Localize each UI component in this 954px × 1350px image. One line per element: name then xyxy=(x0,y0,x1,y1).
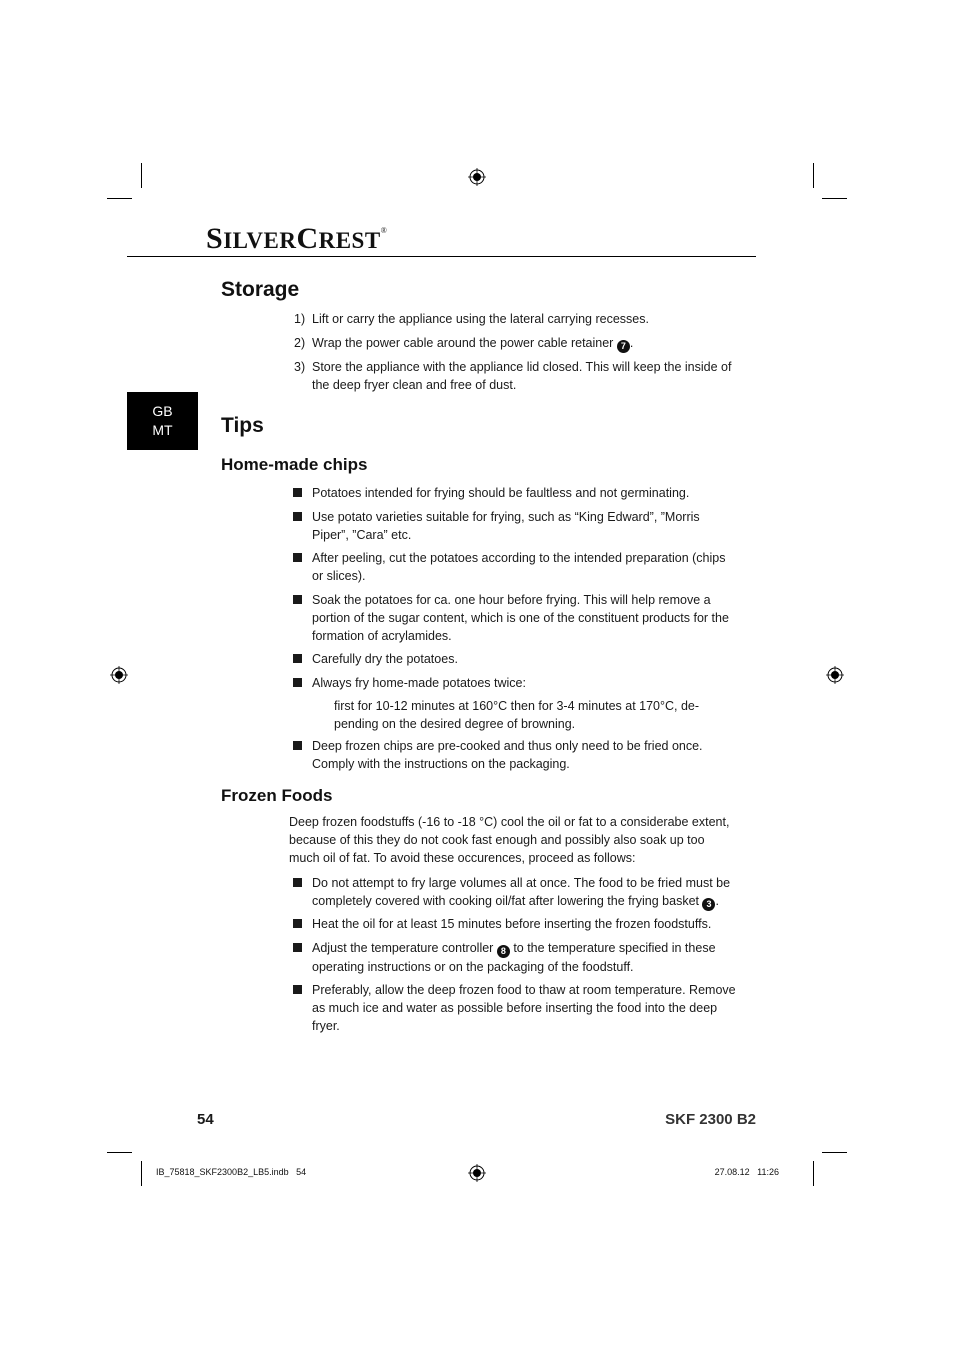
registration-mark-icon xyxy=(110,666,128,684)
language-tab xyxy=(127,392,198,450)
tip-item xyxy=(312,549,740,585)
crop-mark xyxy=(813,163,814,188)
frozen-item xyxy=(312,939,740,976)
crop-mark xyxy=(107,198,132,199)
frozen-item xyxy=(312,915,740,933)
item-line xyxy=(312,892,740,911)
page-number: 54 xyxy=(197,1111,214,1128)
homemade-chips-heading: Home-made chips xyxy=(221,455,368,474)
bullet-icon xyxy=(293,654,302,663)
tip-line: Comply with the instructions on the packaging. xyxy=(312,757,570,771)
item-text-end: . xyxy=(715,894,719,908)
item-text: to the temperature specified in these xyxy=(513,941,716,955)
item-text: Adjust the temperature controller xyxy=(312,941,494,955)
storage-step-1: Lift or carry the appliance using the lateral carrying recesses. xyxy=(312,312,649,326)
storage-heading: Storage xyxy=(221,278,300,301)
crop-mark xyxy=(822,198,847,199)
reference-number-icon: 8 xyxy=(497,945,510,958)
step-text: Wrap the power cable around the power cable retainer xyxy=(312,336,614,350)
tip-item xyxy=(312,650,740,668)
bullet-icon xyxy=(293,741,302,750)
step-number: 1) xyxy=(294,312,306,326)
tips-heading: Tips xyxy=(221,414,264,437)
frying-times-note xyxy=(334,697,734,733)
step-text-end: . xyxy=(629,336,634,350)
item-line: operating instructions or on the packaging of the foodstuff. xyxy=(312,960,634,974)
registered-mark: ® xyxy=(380,226,388,235)
registration-mark-icon xyxy=(468,168,486,186)
step-number: 3) xyxy=(294,360,306,374)
tip-line: Piper”, ”Cara” etc. xyxy=(312,528,412,542)
step-line: the deep fryer clean and free of dust. xyxy=(312,378,517,392)
note-line: pending on the desired degree of browning. xyxy=(334,717,576,731)
crop-mark xyxy=(822,1152,847,1153)
frozen-foods-heading: Frozen Foods xyxy=(221,786,333,805)
language-gb: GB xyxy=(152,403,173,419)
tip-item xyxy=(312,484,740,502)
tip-line: Use potato varieties suitable for frying, such as “King Edward”, ”Morris xyxy=(312,510,700,524)
tip-line: portion of the sugar content, which is one of the constituent products for the xyxy=(312,611,729,625)
note-line: first for 10-12 minutes at 160°C then for 3-4 minutes at 170°C, de- xyxy=(334,699,700,713)
bullet-icon xyxy=(293,878,302,887)
crop-mark xyxy=(813,1161,814,1186)
item-line: Heat the oil for at least 15 minutes before inserting the frozen foodstuffs. xyxy=(312,917,712,931)
bullet-icon xyxy=(293,512,302,521)
tip-line: Deep frozen chips are pre-cooked and thus only need to be fried once. xyxy=(312,739,703,753)
tip-line: Soak the potatoes for ca. one hour before frying. This will help remove a xyxy=(312,593,711,607)
tip-item xyxy=(312,737,740,773)
intro-line: because of this they do not cook fast enough and possibly also soak up too xyxy=(289,833,705,847)
item-text: completely covered with cooking oil/fat after lowering the frying basket xyxy=(312,894,699,908)
tip-item xyxy=(312,674,740,692)
item-line: fryer. xyxy=(312,1019,340,1033)
header-rule xyxy=(127,256,756,257)
frozen-foods-intro xyxy=(289,813,744,867)
tip-line: Always fry home-made potatoes twice: xyxy=(312,676,526,690)
slug-file: IB_75818_SKF2300B2_LB5.indb 54 xyxy=(156,1167,307,1177)
registration-mark-icon xyxy=(468,1164,486,1182)
tip-line: or slices). xyxy=(312,569,366,583)
bullet-icon xyxy=(293,943,302,952)
storage-step-3 xyxy=(312,358,740,394)
crop-mark xyxy=(141,163,142,188)
storage-step-2 xyxy=(312,334,740,353)
tip-line: After peeling, cut the potatoes according to the intended preparation (chips xyxy=(312,551,726,565)
step-number: 2) xyxy=(294,336,306,350)
language-mt: MT xyxy=(152,422,173,438)
silvercrest-logo xyxy=(206,222,387,256)
reference-number-icon: 3 xyxy=(702,898,715,911)
logo-text: SILVERCREST xyxy=(206,222,381,255)
bullet-icon xyxy=(293,678,302,687)
intro-line: Deep frozen foodstuffs (-16 to -18 °C) cool the oil or fat to a considerabe extent, xyxy=(289,815,730,829)
frozen-item xyxy=(312,981,740,1035)
bullet-icon xyxy=(293,553,302,562)
tip-line: formation of acrylamides. xyxy=(312,629,452,643)
intro-line: much oil of fat. To avoid these occurences, proceed as follows: xyxy=(289,851,636,865)
crop-mark xyxy=(107,1152,132,1153)
bullet-icon xyxy=(293,595,302,604)
item-line: as much ice and water as possible before inserting the food into the deep xyxy=(312,1001,718,1015)
item-line: Preferably, allow the deep frozen food to thaw at room temperature. Remove xyxy=(312,983,736,997)
bullet-icon xyxy=(293,488,302,497)
model-number: SKF 2300 B2 xyxy=(665,1111,756,1128)
crop-mark xyxy=(141,1161,142,1186)
frozen-item xyxy=(312,874,740,911)
slug-date: 27.08.12 11:26 xyxy=(714,1167,779,1177)
item-line: Do not attempt to fry large volumes all at once. The food to be fried must be xyxy=(312,876,731,890)
bullet-icon xyxy=(293,985,302,994)
step-line: Store the appliance with the appliance lid closed. This will keep the inside of xyxy=(312,360,732,374)
tip-line: Potatoes intended for frying should be faultless and not germinating. xyxy=(312,486,690,500)
reference-number-icon: 7 xyxy=(617,340,630,353)
tip-line: Carefully dry the potatoes. xyxy=(312,652,458,666)
tip-item xyxy=(312,591,740,645)
item-line xyxy=(312,939,740,958)
registration-mark-icon xyxy=(826,666,844,684)
bullet-icon xyxy=(293,919,302,928)
tip-item xyxy=(312,508,740,544)
